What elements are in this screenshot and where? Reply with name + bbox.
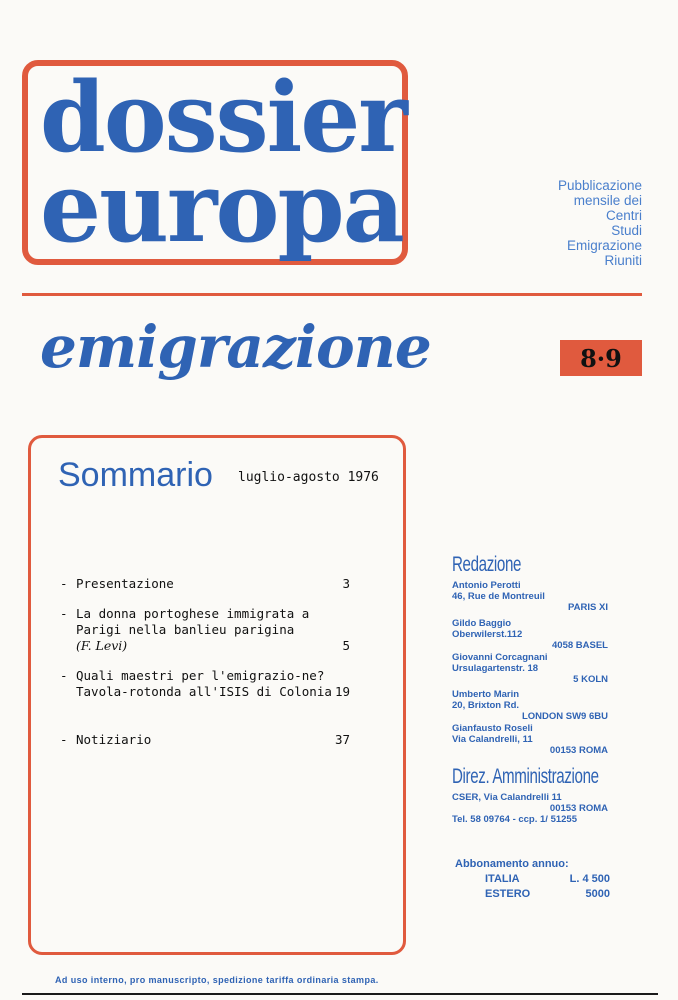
publisher-line: mensile dei: [573, 193, 642, 208]
editor-city: LONDON SW9 6BU: [521, 711, 608, 722]
subscription-price: L. 4 500: [569, 873, 610, 885]
editor-entry: [452, 723, 612, 756]
bullet-dash: -: [60, 606, 68, 621]
masthead-title-line2: europa: [40, 151, 403, 264]
editor-city: 4058 BASEL: [552, 640, 608, 651]
contents-date: luglio-agosto 1976: [238, 470, 379, 485]
editor-name: Gianfausto Roseli: [452, 723, 533, 734]
masthead-title-line1: dossier: [40, 61, 406, 174]
administration-entry: [452, 792, 612, 825]
editor-entry: [452, 652, 612, 685]
bottom-rule: [22, 993, 658, 995]
contents-item-author: (F. Levi): [76, 638, 128, 653]
administration-address: CSER, Via Calandrelli 11: [452, 792, 562, 803]
subscription-row: [455, 872, 610, 887]
contents-item-text: Presentazione: [76, 576, 174, 591]
editor-city: 00153 ROMA: [549, 745, 608, 756]
contents-item-page: 3: [342, 576, 350, 591]
editor-address: Oberwilerst.112: [452, 629, 523, 640]
subscription-title: Abbonamento annuo:: [455, 858, 569, 870]
publisher-line: Studi: [611, 223, 642, 238]
editor-entry: [452, 580, 612, 613]
contents-item[interactable]: [60, 576, 360, 592]
section-title: emigrazione: [40, 313, 431, 381]
editor-entry: [452, 618, 612, 651]
editor-name: Gildo Baggio: [452, 618, 512, 629]
editor-entry: [452, 689, 612, 722]
contents-item-page: 19: [334, 684, 350, 699]
editor-address: Ursulagartenstr. 18: [452, 663, 539, 674]
subscription-country: ITALIA: [485, 873, 520, 885]
editor-address: 46, Rue de Montreuil: [452, 591, 545, 602]
contents-item-text: Quali maestri per l'emigrazio-ne? Tavola-rotonda all'ISIS di Colonia: [76, 668, 332, 699]
divider-rule: [22, 293, 642, 296]
issue-number-badge: 8·9: [560, 340, 642, 376]
footer-note: Ad uso interno, pro manuscripto, spedizione tariffa ordinaria stampa.: [55, 975, 379, 985]
publisher-line: Emigrazione: [566, 238, 642, 253]
editor-address: 20, Brixton Rd.: [452, 700, 520, 711]
contents-item[interactable]: [60, 606, 360, 654]
publisher-line: Centri: [605, 208, 642, 223]
editor-city: 5 KOLN: [573, 674, 608, 685]
publisher-note: [558, 178, 642, 268]
administration-phone: Tel. 58 09764 - ccp. 1/ 51255: [452, 814, 577, 825]
administration-heading: Direz. Amministrazione: [452, 765, 599, 788]
editor-name: Antonio Perotti: [452, 580, 521, 591]
editor-name: Giovanni Corcagnani: [452, 652, 548, 663]
bullet-dash: -: [60, 576, 68, 591]
subscription-country: ESTERO: [485, 888, 531, 900]
publisher-line: Pubblicazione: [557, 178, 642, 193]
bullet-dash: -: [60, 732, 68, 747]
contents-item[interactable]: [60, 668, 360, 700]
publisher-line: Riuniti: [604, 253, 642, 268]
editor-name: Umberto Marin: [452, 689, 520, 700]
subscription-row: [455, 887, 610, 902]
contents-item-page: 5: [342, 638, 350, 653]
contents-title: Sommario: [58, 456, 213, 494]
editor-city: PARIS XI: [568, 602, 608, 613]
editor-address: Via Calandrelli, 11: [452, 734, 533, 745]
bullet-dash: -: [60, 668, 68, 683]
contents-item-text: La donna portoghese immigrata a Parigi nella banlieu parigina: [76, 606, 310, 637]
contents-item-page: 37: [334, 732, 350, 747]
contents-item[interactable]: [60, 732, 360, 748]
subscription-price: 5000: [585, 888, 610, 900]
subscription-block: [455, 857, 610, 902]
administration-city: 00153 ROMA: [549, 803, 608, 814]
redazione-heading: Redazione: [452, 553, 522, 576]
contents-item-text: Notiziario: [76, 732, 152, 747]
